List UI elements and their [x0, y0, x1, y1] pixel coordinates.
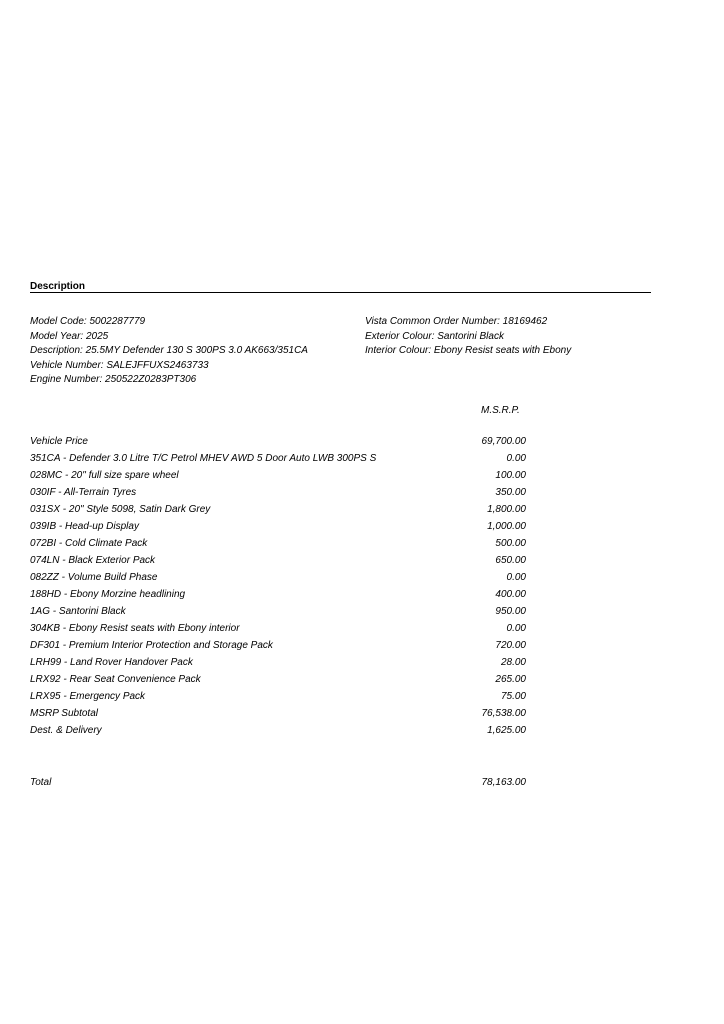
header-divider [30, 292, 651, 293]
item-description: DF301 - Premium Interior Protection and Storage Pack [30, 640, 273, 651]
item-description: LRX95 - Emergency Pack [30, 691, 146, 702]
model-code: Model Code: 5002287779 [30, 316, 146, 327]
item-price: 720.00 [495, 640, 526, 651]
item-price: 650.00 [495, 555, 526, 566]
price-row [30, 725, 526, 742]
price-row [30, 708, 526, 725]
item-description: 351CA - Defender 3.0 Litre T/C Petrol MHEV AWD 5 Door Auto LWB 300PS S [30, 453, 377, 464]
item-description: 1AG - Santorini Black [30, 606, 126, 617]
item-description: 074LN - Black Exterior Pack [30, 555, 156, 566]
price-row [30, 538, 526, 555]
price-row [30, 453, 526, 470]
price-row [30, 691, 526, 708]
item-price: 350.00 [495, 487, 526, 498]
price-row [30, 436, 526, 453]
price-row [30, 572, 526, 589]
price-row [30, 606, 526, 623]
vehicle-info-left [30, 315, 308, 388]
item-description: LRH99 - Land Rover Handover Pack [30, 657, 193, 668]
item-description: 028MC - 20" full size spare wheel [30, 470, 179, 481]
item-description: 031SX - 20" Style 5098, Satin Dark Grey [30, 504, 211, 515]
price-row [30, 657, 526, 674]
total-row [30, 777, 526, 794]
interior-colour: Interior Colour: Ebony Resist seats with Ebony [365, 345, 572, 357]
price-list [30, 436, 526, 742]
price-row [30, 470, 526, 487]
price-row [30, 589, 526, 606]
item-description: Vehicle Price [30, 436, 88, 447]
item-price: 400.00 [495, 589, 526, 600]
item-description: 304KB - Ebony Resist seats with Ebony interior [30, 623, 240, 634]
item-price: 0.00 [506, 572, 526, 583]
vehicle-number: Vehicle Number: SALEJFFUXS2463733 [30, 359, 209, 371]
price-column-header: M.S.R.P. [481, 405, 520, 416]
item-price: 0.00 [506, 453, 526, 464]
item-price: 500.00 [495, 538, 526, 549]
section-title: Description [30, 281, 86, 292]
price-row [30, 623, 526, 640]
item-price: 1,000.00 [487, 521, 526, 532]
item-price: 1,800.00 [487, 504, 526, 515]
total-price: 78,163.00 [481, 777, 526, 788]
item-price: 100.00 [495, 470, 526, 481]
item-description: 082ZZ - Volume Build Phase [30, 572, 158, 583]
item-description: 188HD - Ebony Morzine headlining [30, 589, 186, 600]
item-description: MSRP Subtotal [30, 708, 98, 719]
price-row [30, 674, 526, 691]
item-price: 0.00 [506, 623, 526, 634]
item-price: 1,625.00 [487, 725, 526, 736]
order-number: Vista Common Order Number: 18169462 [365, 316, 548, 327]
engine-number: Engine Number: 250522Z0283PT306 [30, 374, 197, 386]
item-description: Dest. & Delivery [30, 725, 102, 736]
item-price: 28.00 [500, 657, 526, 668]
item-price: 76,538.00 [481, 708, 526, 719]
price-row [30, 555, 526, 572]
vehicle-description: Description: 25.5MY Defender 130 S 300PS 3.0 AK663/351CA [30, 345, 308, 357]
item-description: LRX92 - Rear Seat Convenience Pack [30, 674, 201, 685]
item-price: 75.00 [500, 691, 526, 702]
price-row [30, 640, 526, 657]
item-description: 039IB - Head-up Display [30, 521, 139, 532]
exterior-colour: Exterior Colour: Santorini Black [365, 330, 504, 342]
item-description: 072BI - Cold Climate Pack [30, 538, 148, 549]
item-price: 265.00 [495, 674, 526, 685]
price-row [30, 487, 526, 504]
total-label: Total [30, 777, 52, 788]
vehicle-info-right [365, 315, 571, 359]
price-row [30, 504, 526, 521]
price-row [30, 521, 526, 538]
model-year: Model Year: 2025 [30, 330, 109, 342]
item-price: 950.00 [495, 606, 526, 617]
item-description: 030IF - All-Terrain Tyres [30, 487, 137, 498]
item-price: 69,700.00 [481, 436, 526, 447]
